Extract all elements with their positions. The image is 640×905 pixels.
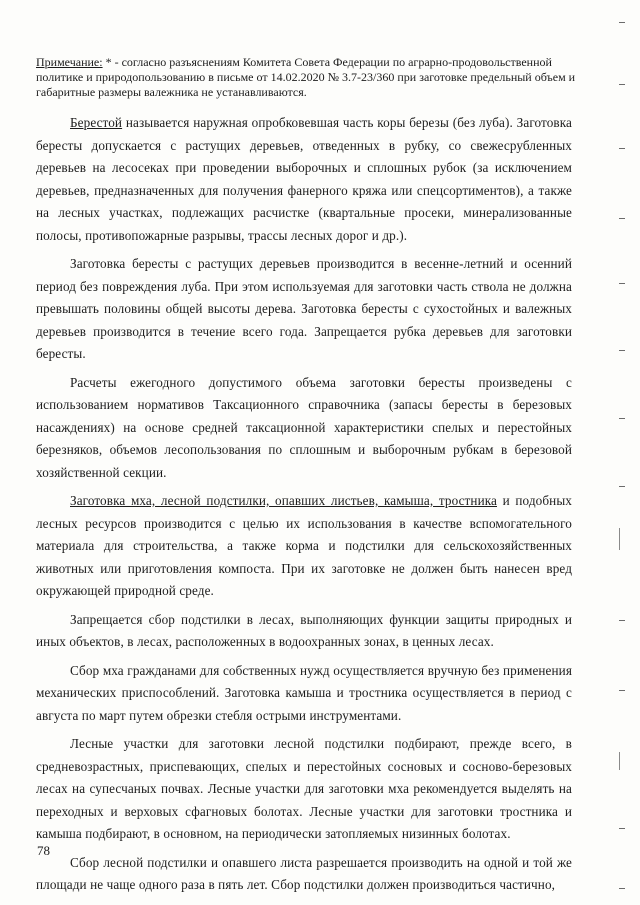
paragraph-text: Сбор мха гражданами для собственных нужд осуществляется вручную без применения механических приспособлений. Заготовка камыша и тростника осуществляется в период с августа по март путем обрезки стебля острыми инструментами. [36, 662, 572, 723]
paragraph-text: Лесные участки для заготовки лесной подстилки подбирают, прежде всего, в средневозрастных, приспевающих, спелых и перестойных сосновых и сосново-березовых лесах на супесчаных почвах. Лесные участки для заготовки мха рекомендуется выделять на переходных и верховых сфагновых болотах. Лесные участки для заготовки тростника и камыша подбирают, в основном, на периодически затопляемых низинных болотах. [36, 736, 572, 841]
paragraph [36, 490, 572, 603]
scan-edge-mark [619, 690, 625, 691]
scan-edge-mark [619, 888, 625, 889]
scan-edge-mark [619, 418, 625, 419]
paragraph-text: Заготовка бересты с растущих деревьев производится в весенне-летний и осенний период без повреждения луба. При этом используемая для заготовки часть ствола не должна превышать половины общей высоты дерева. Заготовка бересты с сухостойных и валежных деревьев производится в течение всего года. Запрещается рубка деревьев для заготовки бересты. [36, 256, 572, 361]
paragraph [36, 852, 572, 897]
footnote-text: * - согласно разъяснениям Комитета Совета Федерации по аграрно-продовольственной политике и природопользованию в письме от 14.02.2020 № 3.7-23/360 при заготовке предельный объем и габаритные размеры валежника не устанавливаются. [36, 55, 576, 99]
scan-edge-mark [619, 218, 625, 219]
footnote-label: Примечание: [36, 55, 103, 69]
paragraph-lead: Берестой [70, 115, 123, 130]
paragraph [36, 253, 572, 366]
scan-edge-mark [619, 84, 625, 85]
paragraph-text: Запрещается сбор подстилки в лесах, выполняющих функции защиты природных и иных объектов, в лесах, расположенных в водоохранных зонах, в ценных лесах. [36, 611, 572, 649]
paragraph [36, 660, 572, 728]
page-number: 78 [37, 843, 50, 858]
paragraph [36, 609, 572, 654]
scan-edge-mark [619, 752, 620, 770]
scan-edge-mark [619, 528, 620, 550]
scan-edge-mark [619, 620, 625, 621]
scan-edge-mark [619, 148, 625, 149]
paragraph [36, 372, 572, 485]
scan-edge-mark [619, 283, 625, 284]
paragraph-lead: Заготовка мха, лесной подстилки, опавших листьев, камыша, тростника [70, 493, 497, 508]
paragraph [36, 733, 572, 846]
paragraph [36, 112, 572, 247]
paragraph-text: Расчеты ежегодного допустимого объема заготовки бересты произведены с использованием нормативов Таксационного справочника (запасы бересты в березовых насаждениях) на основе средней таксационной характеристики спелых и перестойных березняков, объемов лесопользования по сплошным и выборочным рубкам в березовой хозяйственной секции. [36, 374, 572, 480]
body-text [36, 112, 572, 903]
paragraph-text: Сбор лесной подстилки и опавшего листа разрешается производить на одной и той же площади не чаще одного раза в пять лет. Сбор подстилки должен производиться частично, [36, 854, 572, 892]
scan-edge-mark [619, 350, 625, 351]
scan-edge-mark [619, 486, 625, 487]
scan-edge-mark [619, 22, 625, 23]
scan-edge-mark [619, 828, 625, 829]
paragraph-text: называется наружная опробковевшая часть коры березы (без луба). Заготовка бересты допускается с растущих деревьев, отведенных в рубку, со свежесрубленных деревьев на лесосеках при проведении выборочных и сплошных рубок (за исключением деревьев, предназначенных для получения фанерного кряжа или спецсортиментов), а также на лесных участках, подлежащих расчистке (квартальные просеки, минерализованные полосы, противопожарные разрывы, трассы лесных дорог и др.). [36, 115, 572, 243]
paragraph-text: и подобных лесных ресурсов производится с целью их использования в качестве вспомогательного материала для строительства, а также корма и подстилки для сельскохозяйственных животных или приготовления компоста. При их заготовке не должен быть нанесен вред окружающей природной среде. [36, 493, 572, 598]
footnote [36, 55, 576, 100]
